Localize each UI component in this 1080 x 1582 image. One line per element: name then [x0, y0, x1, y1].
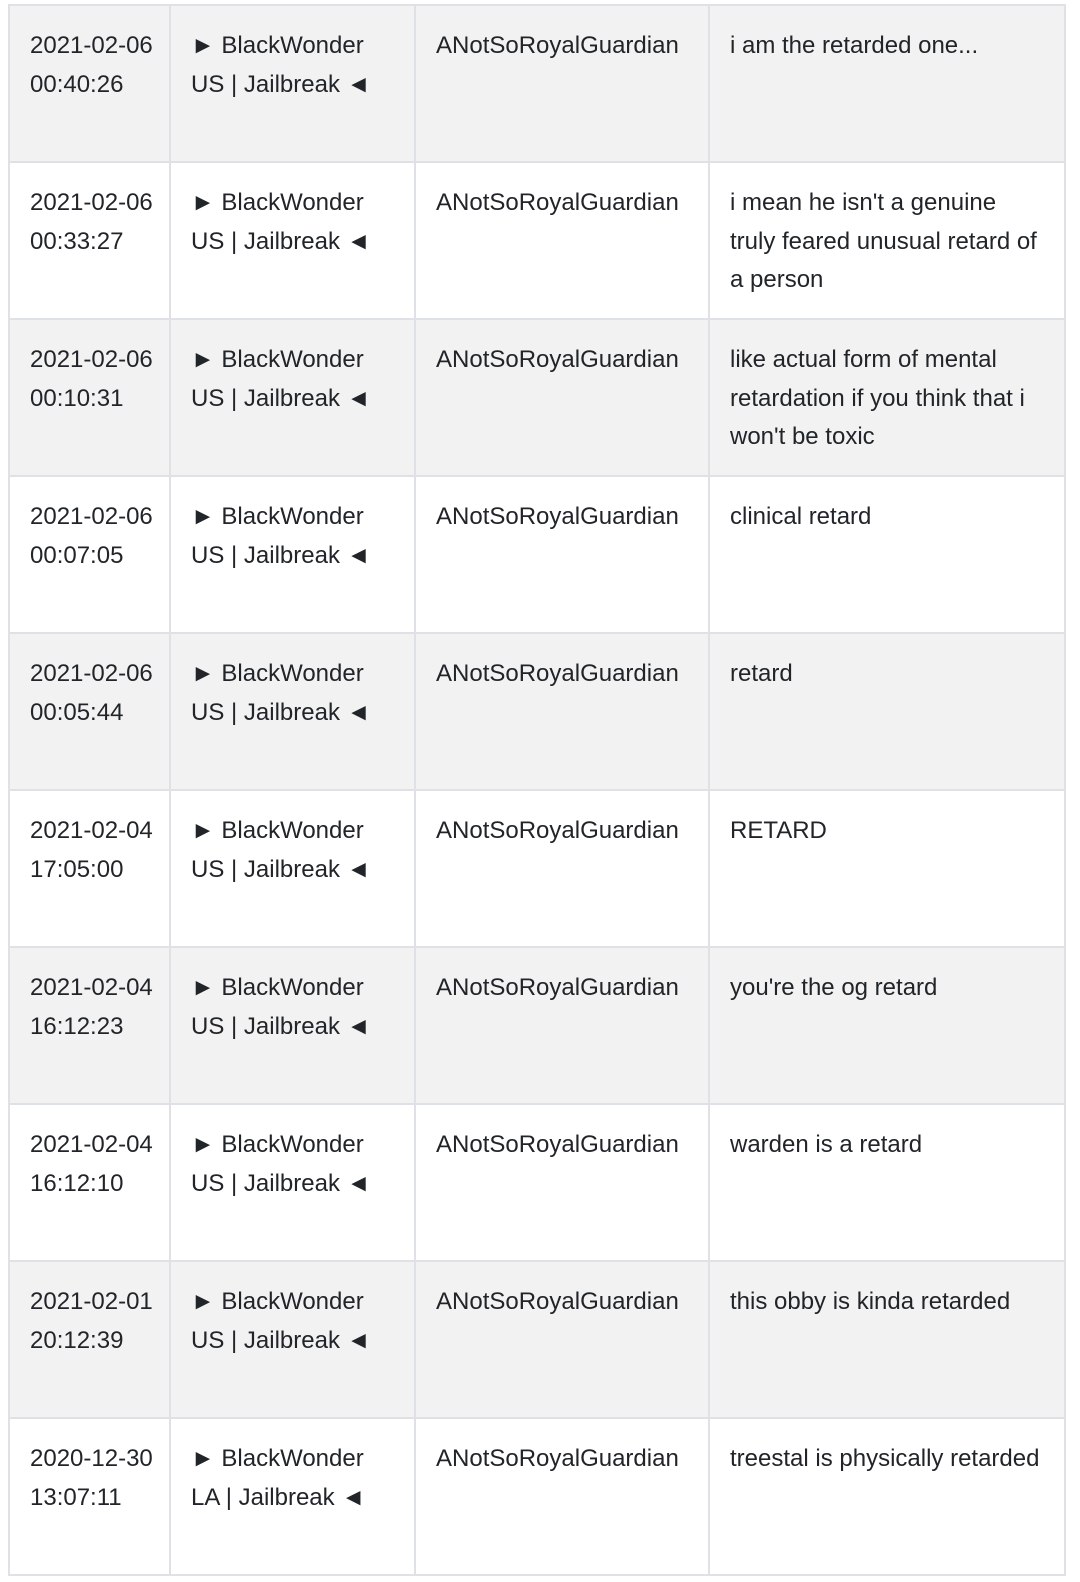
message-cell: i am the retarded one... — [709, 5, 1065, 162]
server-cell: ► BlackWonder US | Jailbreak ◄ — [170, 1261, 415, 1418]
table-row — [9, 5, 1065, 162]
server-cell: ► BlackWonder US | Jailbreak ◄ — [170, 790, 415, 947]
timestamp-cell: 2021-02-04 16:12:10 — [9, 1104, 170, 1261]
message-cell: warden is a retard — [709, 1104, 1065, 1261]
username-cell: ANotSoRoyalGuardian — [415, 476, 709, 633]
table-row — [9, 947, 1065, 1104]
timestamp-cell: 2021-02-01 20:12:39 — [9, 1261, 170, 1418]
table-row — [9, 1418, 1065, 1575]
message-cell: you're the og retard — [709, 947, 1065, 1104]
username-cell: ANotSoRoyalGuardian — [415, 1261, 709, 1418]
message-cell: clinical retard — [709, 476, 1065, 633]
message-cell: RETARD — [709, 790, 1065, 947]
timestamp-cell: 2021-02-06 00:05:44 — [9, 633, 170, 790]
timestamp-cell: 2021-02-06 00:10:31 — [9, 319, 170, 476]
username-cell: ANotSoRoyalGuardian — [415, 1104, 709, 1261]
table-row — [9, 790, 1065, 947]
server-cell: ► BlackWonder US | Jailbreak ◄ — [170, 1104, 415, 1261]
timestamp-cell: 2021-02-06 00:33:27 — [9, 162, 170, 319]
table-row — [9, 1261, 1065, 1418]
server-cell: ► BlackWonder US | Jailbreak ◄ — [170, 633, 415, 790]
message-cell: i mean he isn't a genuine truly feared unusual retard of a person — [709, 162, 1065, 319]
server-cell: ► BlackWonder US | Jailbreak ◄ — [170, 319, 415, 476]
server-cell: ► BlackWonder US | Jailbreak ◄ — [170, 476, 415, 633]
table-row — [9, 633, 1065, 790]
username-cell: ANotSoRoyalGuardian — [415, 162, 709, 319]
table-row — [9, 162, 1065, 319]
table-row — [9, 319, 1065, 476]
chat-log-body — [9, 5, 1065, 1575]
username-cell: ANotSoRoyalGuardian — [415, 319, 709, 476]
username-cell: ANotSoRoyalGuardian — [415, 790, 709, 947]
message-cell: retard — [709, 633, 1065, 790]
username-cell: ANotSoRoyalGuardian — [415, 947, 709, 1104]
username-cell: ANotSoRoyalGuardian — [415, 633, 709, 790]
message-cell: treestal is physically retarded — [709, 1418, 1065, 1575]
timestamp-cell: 2020-12-30 13:07:11 — [9, 1418, 170, 1575]
username-cell: ANotSoRoyalGuardian — [415, 5, 709, 162]
server-cell: ► BlackWonder US | Jailbreak ◄ — [170, 5, 415, 162]
message-cell: like actual form of mental retardation if you think that i won't be toxic — [709, 319, 1065, 476]
timestamp-cell: 2021-02-04 16:12:23 — [9, 947, 170, 1104]
timestamp-cell: 2021-02-06 00:40:26 — [9, 5, 170, 162]
message-cell: this obby is kinda retarded — [709, 1261, 1065, 1418]
table-row — [9, 476, 1065, 633]
timestamp-cell: 2021-02-04 17:05:00 — [9, 790, 170, 947]
table-row — [9, 1104, 1065, 1261]
timestamp-cell: 2021-02-06 00:07:05 — [9, 476, 170, 633]
server-cell: ► BlackWonder LA | Jailbreak ◄ — [170, 1418, 415, 1575]
chat-log-table — [8, 4, 1066, 1576]
server-cell: ► BlackWonder US | Jailbreak ◄ — [170, 947, 415, 1104]
username-cell: ANotSoRoyalGuardian — [415, 1418, 709, 1575]
server-cell: ► BlackWonder US | Jailbreak ◄ — [170, 162, 415, 319]
